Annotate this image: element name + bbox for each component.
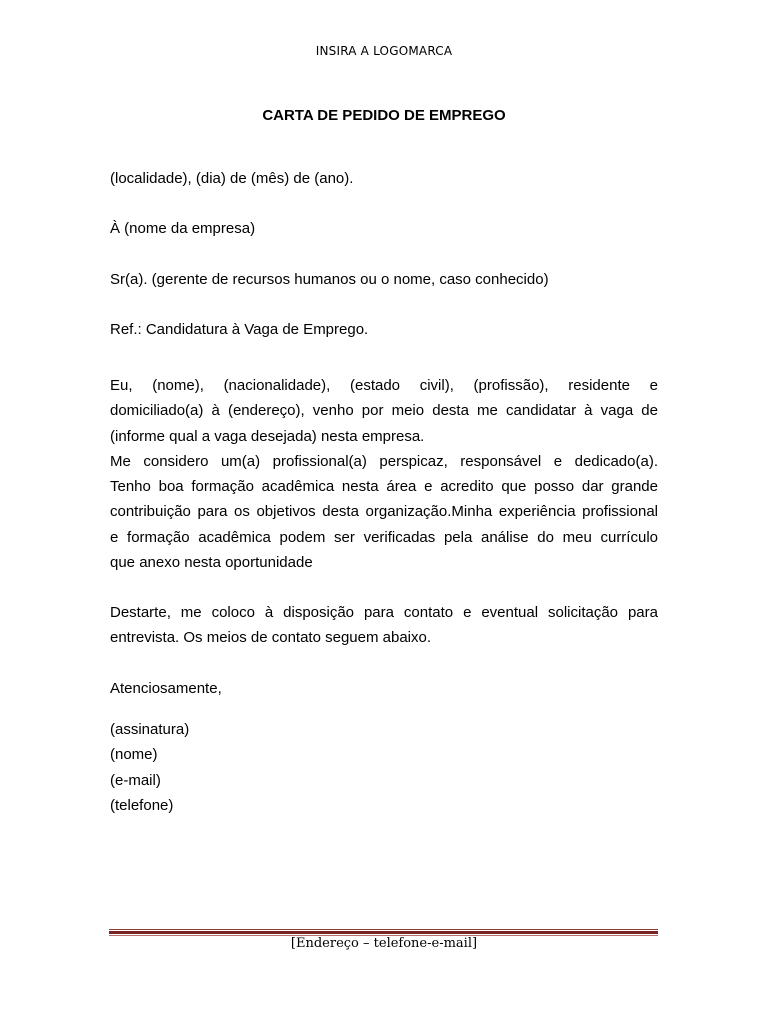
footer-contact-line: [Endereço – telefone-e-mail]	[290, 936, 478, 951]
letter-title: CARTA DE PEDIDO DE EMPREGO	[262, 107, 506, 124]
footer-rule-thick	[109, 931, 658, 934]
closing-line: Atenciosamente,	[110, 680, 222, 697]
paragraph-line: contribuição para os objetivos desta organização.Minha experiência profissional	[110, 503, 658, 521]
paragraph-line: domiciliado(a) à (endereço), venho por meio desta me candidatar à vaga de	[110, 402, 658, 420]
paragraph-line: e formação acadêmica podem ser verificadas pela análise do meu currículo	[110, 528, 658, 546]
paragraph-line: Eu, (nome), (nacionalidade), (estado civil), (profissão), residente e	[110, 377, 658, 394]
signature-block	[110, 717, 189, 818]
reference-line: Ref.: Candidatura à Vaga de Emprego.	[110, 321, 369, 338]
paragraph-line: entrevista. Os meios de contato seguem abaixo.	[110, 629, 432, 647]
paragraph-line: Me considero um(a) profissional(a) perspicaz, responsável e dedicado(a).	[110, 452, 658, 470]
signature-placeholder: (assinatura)	[110, 721, 190, 738]
date-line: (localidade), (dia) de (mês) de (ano).	[110, 170, 354, 187]
paragraph-line: Destarte, me coloco à disposição para contato e eventual solicitação para	[110, 604, 658, 621]
footer-divider	[109, 929, 658, 936]
recipient-line: À (nome da empresa)	[110, 220, 256, 237]
paragraph-line: que anexo nesta oportunidade	[110, 554, 313, 572]
body-paragraph-2	[110, 600, 658, 651]
signer-name: (nome)	[110, 746, 158, 764]
paragraph-line: Tenho boa formação acadêmica nesta área e acredito que posso dar grande	[110, 478, 658, 496]
logo-placeholder: INSIRA A LOGOMARCA	[315, 44, 453, 58]
body-paragraph-1	[110, 373, 658, 575]
paragraph-line: (informe qual a vaga desejada) nesta empresa.	[110, 427, 425, 445]
salutation-line: Sr(a). (gerente de recursos humanos ou o nome, caso conhecido)	[110, 271, 549, 288]
signer-phone: (telefone)	[110, 796, 174, 814]
footer-rule-top	[109, 929, 658, 930]
signer-email: (e-mail)	[110, 771, 161, 789]
